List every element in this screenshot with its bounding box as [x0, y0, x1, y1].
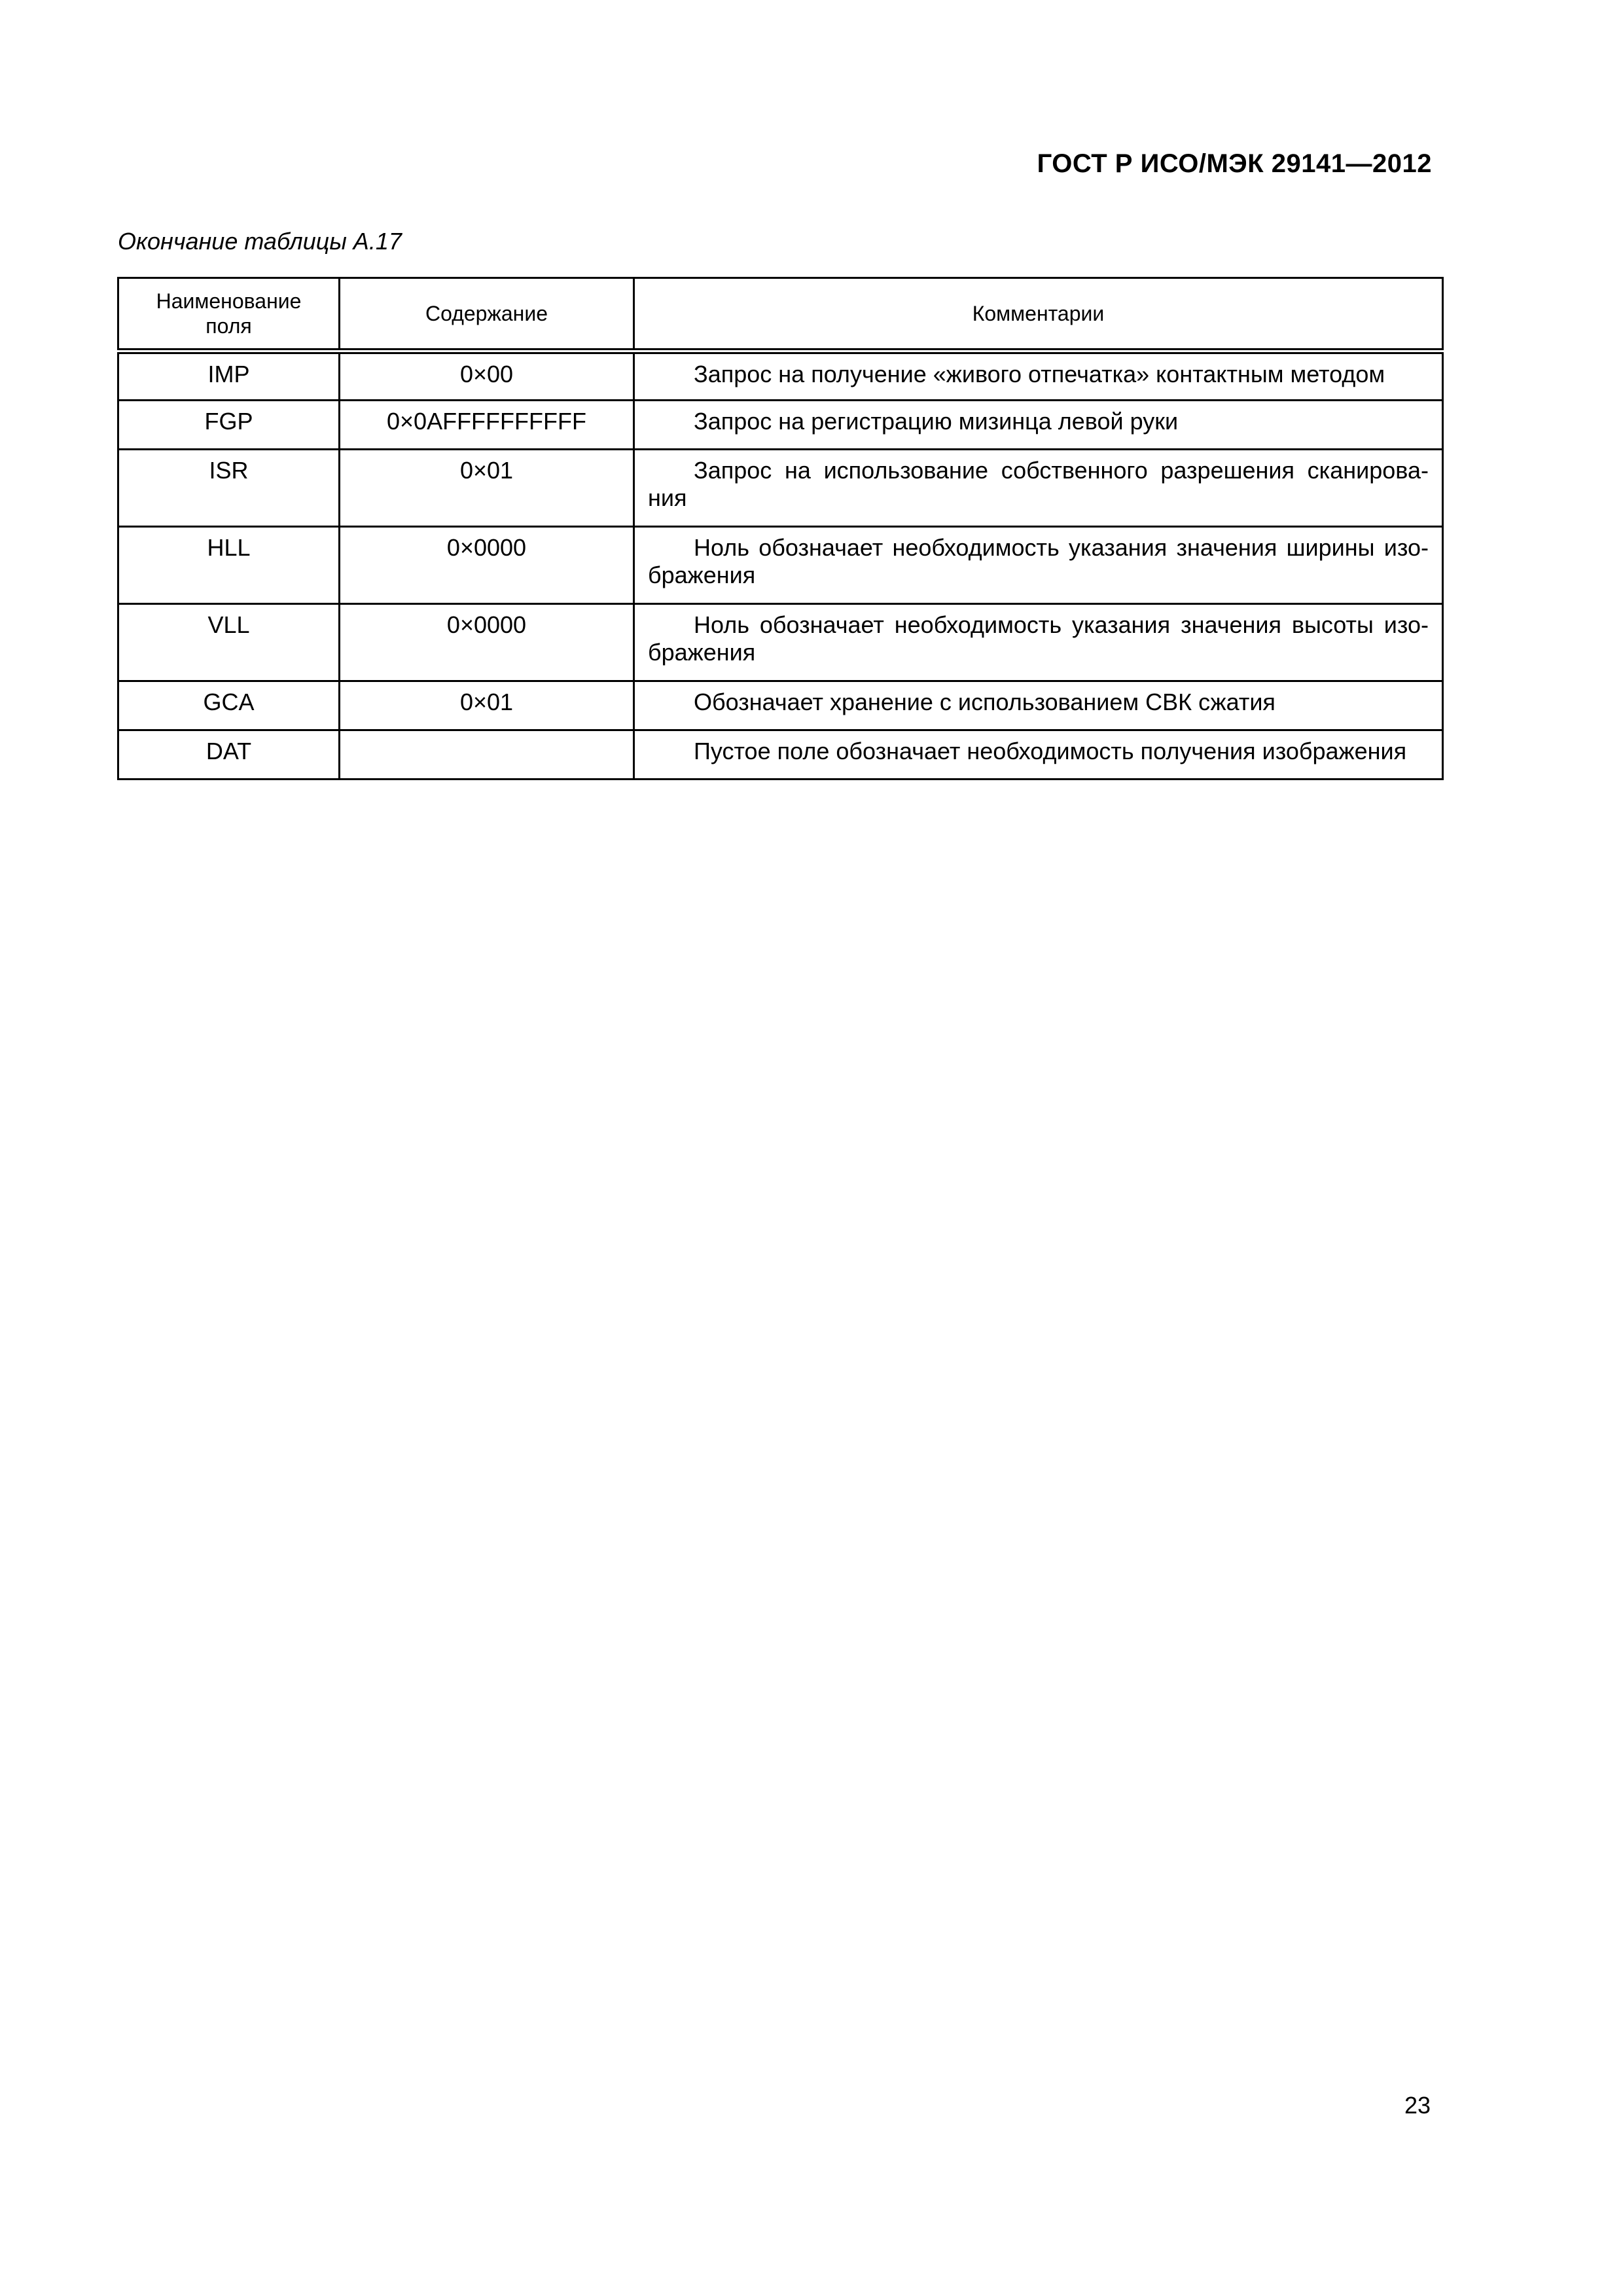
table-header-row — [118, 278, 1443, 351]
table-row — [118, 681, 1443, 730]
column-header-field-name-line2: поля — [205, 314, 252, 338]
column-header-field-name — [118, 278, 340, 351]
cell-content: 0×01 — [340, 450, 634, 527]
cell-content: 0×0000 — [340, 604, 634, 681]
cell-content: 0×00 — [340, 351, 634, 401]
table-caption: Окончание таблицы А.17 — [118, 228, 402, 255]
cell-field: ISR — [118, 450, 340, 527]
column-header-field-name-line1: Наименование — [156, 289, 302, 313]
cell-comment: Запрос на регистрацию мизинца левой руки — [634, 401, 1443, 450]
table-row — [118, 527, 1443, 604]
cell-field: DAT — [118, 730, 340, 780]
table-row — [118, 730, 1443, 780]
cell-field: HLL — [118, 527, 340, 604]
table-row — [118, 604, 1443, 681]
table-row — [118, 401, 1443, 450]
column-header-comments: Комментарии — [634, 278, 1443, 351]
cell-comment: Запрос на использование собственного разрешения сканирова-ния — [634, 450, 1443, 527]
cell-comment: Пустое поле обозначает необходимость получения изображения — [634, 730, 1443, 780]
document-standard-code: ГОСТ Р ИСО/МЭК 29141—2012 — [1037, 149, 1432, 178]
data-table-container — [117, 277, 1442, 780]
cell-field: GCA — [118, 681, 340, 730]
cell-comment: Запрос на получение «живого отпечатка» контактным методом — [634, 351, 1443, 401]
table-row — [118, 450, 1443, 527]
page-number: 23 — [1404, 2092, 1431, 2119]
cell-content: 0×01 — [340, 681, 634, 730]
cell-comment: Обозначает хранение с использованием СВК сжатия — [634, 681, 1443, 730]
cell-comment: Ноль обозначает необходимость указания значения ширины изо-бражения — [634, 527, 1443, 604]
cell-content: 0×0000 — [340, 527, 634, 604]
table-row — [118, 351, 1443, 401]
cell-content: 0×0AFFFFFFFFFF — [340, 401, 634, 450]
cell-field: VLL — [118, 604, 340, 681]
cell-field: IMP — [118, 351, 340, 401]
cell-field: FGP — [118, 401, 340, 450]
cell-content — [340, 730, 634, 780]
data-table — [117, 277, 1444, 780]
column-header-content: Содержание — [340, 278, 634, 351]
cell-comment: Ноль обозначает необходимость указания значения высоты изо-бражения — [634, 604, 1443, 681]
